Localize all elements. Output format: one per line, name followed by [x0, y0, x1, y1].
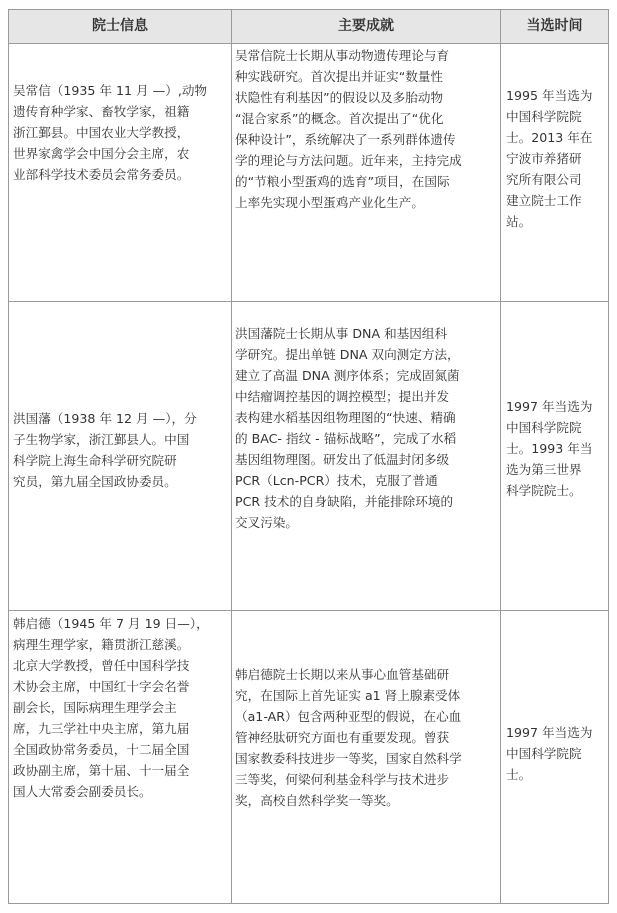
row-2-info-cell: 洪国藩（1938 年 12 月 —），分 子生物学家，浙江鄞县人。中国 科学院上海生命科学研究院研 究员，第九届全国政协委员。 [13, 411, 197, 489]
row-3-elected-cell: 1997 年当选为 中国科学院院 士。 [506, 725, 593, 782]
row-1-info-cell: 吴常信（1935 年 11 月 —）,动物 遗传育种学家、畜牧学家，祖籍 浙江鄞县。中国农业大学教授， 世界家禽学会中国分会主席，农 业部科学技术委员会常务委员。 [13, 83, 208, 182]
row-3-info-cell: 韩启德（1945 年 7 月 19 日—）， 病理生理学家，籍贯浙江慈溪。 北京大学教授，曾任中国科学技 术协会主席，中国红十字会名誉 副会长，国际病理生理学会主 席，九三学社中央主席，第九届 全国政协常务委员，十二届全国 政协副主席，第十届、十一届全 国人大常委会副委员长。 [13, 616, 209, 799]
row-1-achievement-cell: 吴常信院士长期从事动物遗传理论与育 种实践研究。首次提出并证实“数量性 状隐性有利基因”的假设以及多胎动物 “混合家系”的概念。首次提出了“优化 保种设计”，系统解决了一系列群体遗传 学的理论与方法问题。近年来，主持完成 的“节粮小型蛋鸡的选育”项目，在国际 上率先实现小型蛋鸡产业化生产。 [235, 48, 462, 210]
header-academician-info: 院士信息 [92, 18, 148, 34]
header-election-time: 当选时间 [526, 18, 583, 34]
table-header-row [9, 10, 608, 44]
column-divider [231, 10, 232, 903]
row-1-elected-cell: 1995 年当选为 中国科学院院 士。2013 年在 宁波市养猪研 究所有限公司 建立院士工作 站。 [506, 88, 593, 229]
row-3-achievement-cell: 韩启德院士长期以来从事心血管基础研 究，在国际上首先证实 a1 肾上腺素受体 （a1-AR）包含两种亚型的假说，在心血 管神经肽研究方面也有重要发现。曾获 国家教委科技进步一等奖，国家自然科学 三等奖，何梁何利基金科学与技术进步 奖，高校自然科学奖一等奖。 [235, 667, 462, 808]
row-2-achievement-cell: 洪国藩院士长期从事 DNA 和基因组科 学研究。提出单链 DNA 双向测定方法， 建立了高温 DNA 测序体系；完成固氮菌 中结瘤调控基因的调控模型；提出并发 表构建水稻基因组物理图的“快速、精确 的 BAC- 指纹 - 锚标战略”，完成了水稻 基因组物理图。研发出了低温封闭多级 PCR（Lcn-PCR）技术，克服了普通 PCR 技术的自身缺陷，并能排除环境的 交叉污染。 [235, 326, 460, 530]
row-divider [9, 301, 608, 302]
header-main-achievements: 主要成就 [338, 18, 394, 34]
academician-table [8, 9, 609, 904]
column-divider [500, 10, 501, 903]
row-divider [9, 610, 608, 611]
row-2-elected-cell: 1997 年当选为 中国科学院院 士。1993 年当 选为第三世界 科学院院士。 [506, 399, 593, 498]
